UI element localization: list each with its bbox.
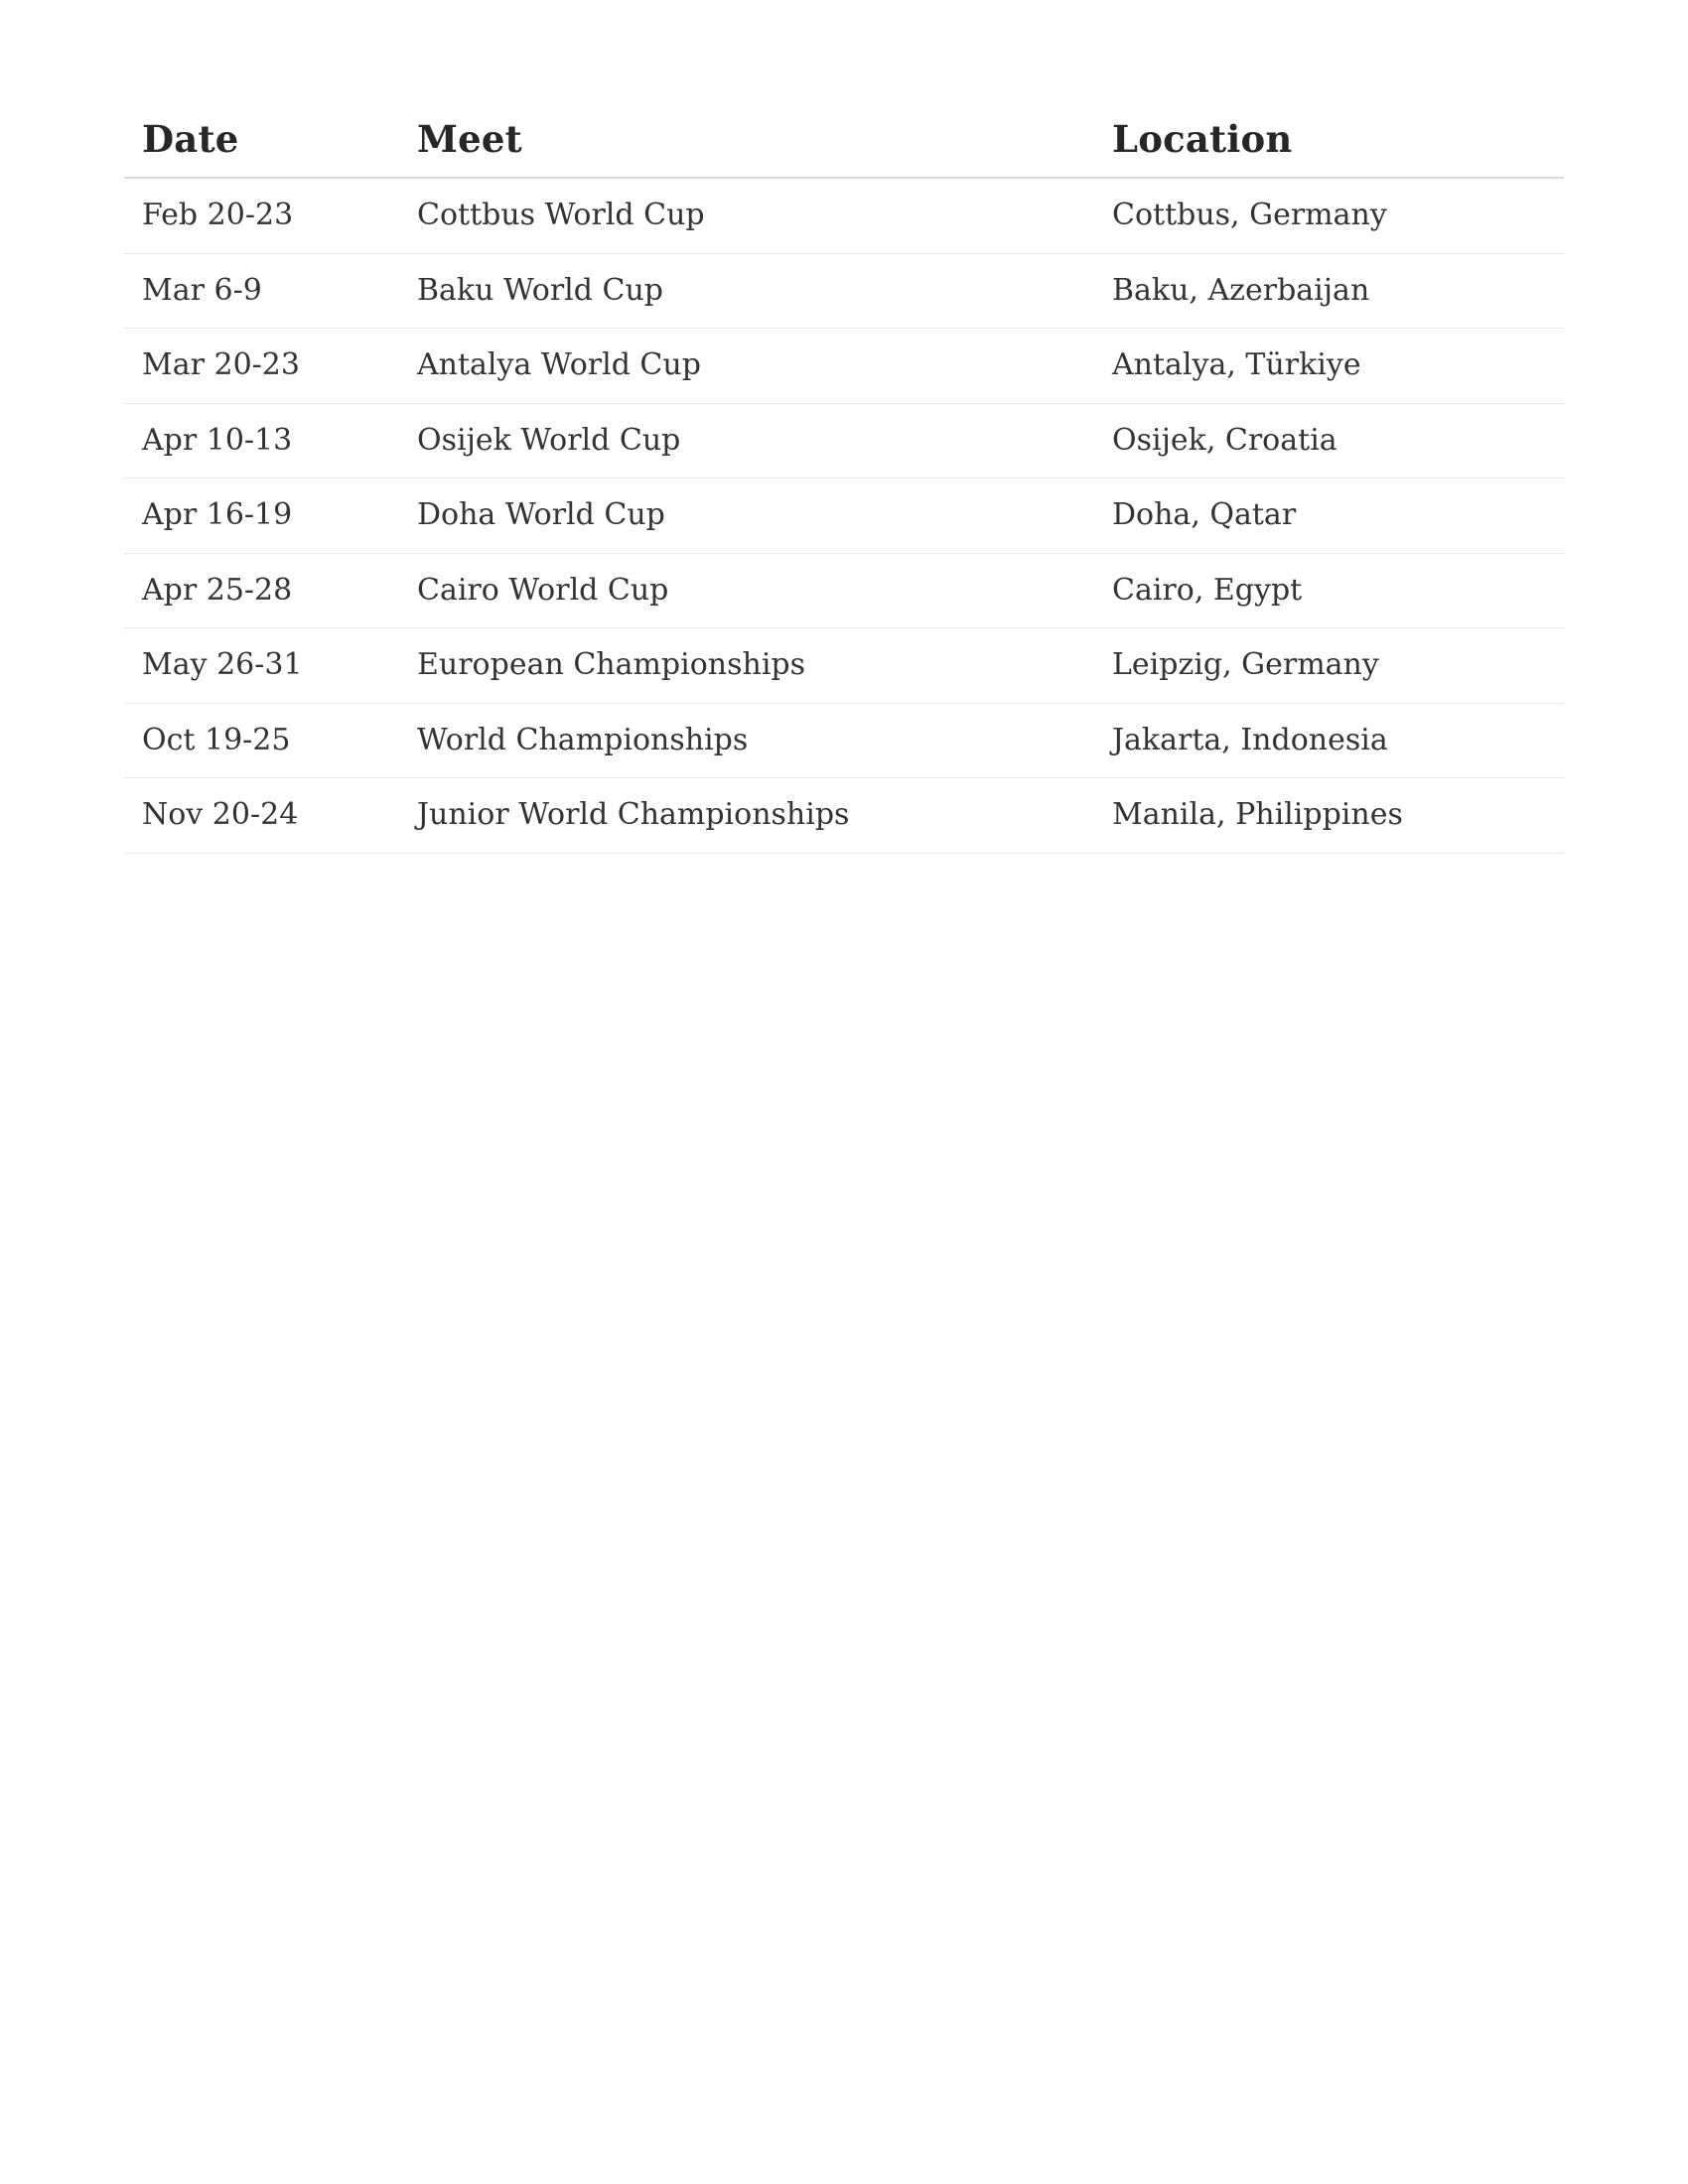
cell-location: Baku, Azerbaijan bbox=[1102, 253, 1564, 329]
cell-date: Apr 10-13 bbox=[124, 403, 407, 478]
cell-meet: Cairo World Cup bbox=[407, 553, 1102, 628]
table-row bbox=[124, 253, 1564, 329]
cell-location: Jakarta, Indonesia bbox=[1102, 703, 1564, 778]
cell-date: Apr 16-19 bbox=[124, 478, 407, 554]
cell-location: Antalya, Türkiye bbox=[1102, 329, 1564, 404]
cell-meet: Osijek World Cup bbox=[407, 403, 1102, 478]
cell-meet: European Championships bbox=[407, 628, 1102, 704]
cell-meet: World Championships bbox=[407, 703, 1102, 778]
cell-date: Feb 20-23 bbox=[124, 178, 407, 253]
table-header-row bbox=[124, 109, 1564, 178]
cell-date: May 26-31 bbox=[124, 628, 407, 704]
cell-date: Apr 25-28 bbox=[124, 553, 407, 628]
column-header-meet: Meet bbox=[407, 109, 1102, 178]
table-row bbox=[124, 703, 1564, 778]
cell-meet: Antalya World Cup bbox=[407, 329, 1102, 404]
table-row bbox=[124, 478, 1564, 554]
table-header bbox=[124, 109, 1564, 178]
cell-date: Oct 19-25 bbox=[124, 703, 407, 778]
table-row bbox=[124, 778, 1564, 854]
table-row bbox=[124, 403, 1564, 478]
cell-location: Leipzig, Germany bbox=[1102, 628, 1564, 704]
cell-location: Doha, Qatar bbox=[1102, 478, 1564, 554]
column-header-date: Date bbox=[124, 109, 407, 178]
cell-meet: Baku World Cup bbox=[407, 253, 1102, 329]
table-row bbox=[124, 553, 1564, 628]
cell-date: Nov 20-24 bbox=[124, 778, 407, 854]
column-header-location: Location bbox=[1102, 109, 1564, 178]
table-body bbox=[124, 178, 1564, 853]
cell-meet: Cottbus World Cup bbox=[407, 178, 1102, 253]
cell-location: Cairo, Egypt bbox=[1102, 553, 1564, 628]
table-row bbox=[124, 178, 1564, 253]
cell-meet: Junior World Championships bbox=[407, 778, 1102, 854]
table-row bbox=[124, 329, 1564, 404]
cell-location: Manila, Philippines bbox=[1102, 778, 1564, 854]
cell-date: Mar 6-9 bbox=[124, 253, 407, 329]
competition-schedule-table bbox=[124, 109, 1564, 854]
cell-location: Cottbus, Germany bbox=[1102, 178, 1564, 253]
cell-meet: Doha World Cup bbox=[407, 478, 1102, 554]
table-row bbox=[124, 628, 1564, 704]
cell-date: Mar 20-23 bbox=[124, 329, 407, 404]
cell-location: Osijek, Croatia bbox=[1102, 403, 1564, 478]
